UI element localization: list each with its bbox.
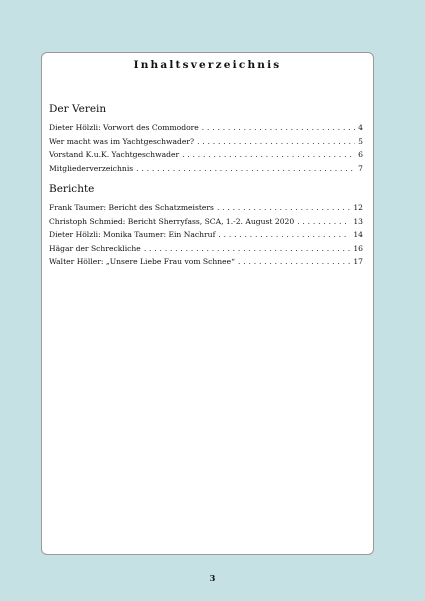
dot-leader [297, 215, 350, 229]
toc-entry-title: Frank Taumer: Bericht des Schatzmeisters [49, 203, 214, 212]
dot-leader [197, 135, 355, 149]
section-berichte [49, 183, 363, 269]
page-number: 3 [209, 574, 216, 584]
toc-entry-page: 5 [358, 136, 363, 146]
dot-leader [144, 242, 351, 256]
toc-entry-title: Dieter Hölzli: Vorwort des Commodore [49, 123, 199, 132]
dot-leader [202, 121, 355, 135]
toc-entry-title: Mitgliederverzeichnis [49, 163, 134, 173]
toc-entry-page: 16 [353, 243, 363, 253]
toc-entry-page: 13 [353, 216, 363, 226]
toc-entry-title: Vorstand K.u.K. Yachtgeschwader [49, 150, 180, 159]
toc-entry-page: 17 [353, 257, 363, 266]
toc-entry[interactable] [49, 121, 363, 135]
toc-entry-title: Christoph Schmied: Bericht Sherryfass, SCA, 1.-2. August 2020 [49, 216, 295, 226]
toc-entry-title: Walter Höller: „Unsere Liebe Frau vom Schnee“ [49, 257, 236, 266]
toc-entry[interactable] [49, 201, 363, 215]
toc-entry[interactable] [49, 242, 363, 256]
toc-entry-title: Dieter Hölzli: Monika Taumer: Ein Nachruf [49, 230, 216, 239]
toc-entry-page: 6 [358, 150, 363, 159]
toc-entry-page: 4 [358, 123, 363, 132]
toc-entry[interactable] [49, 255, 363, 269]
toc-title: Inhaltsverzeichnis [133, 59, 282, 71]
dot-leader [218, 228, 350, 242]
dot-leader [182, 148, 355, 162]
toc-entry-title: Hägar der Schreckliche [49, 243, 141, 253]
toc-entry-page: 7 [358, 163, 363, 173]
toc-entry-page: 12 [353, 203, 363, 212]
page-card [41, 52, 374, 555]
dot-leader [136, 162, 355, 176]
toc-entry[interactable] [49, 135, 363, 149]
section-der-verein [49, 103, 363, 175]
section-heading: Berichte [49, 183, 95, 195]
toc-entry-page: 14 [353, 230, 363, 239]
section-heading: Der Verein [49, 103, 107, 115]
dot-leader [238, 255, 350, 269]
toc-entry[interactable] [49, 148, 363, 162]
toc-entry[interactable] [49, 228, 363, 242]
dot-leader [217, 201, 350, 215]
toc-entry[interactable] [49, 215, 363, 229]
toc-entry-title: Wer macht was im Yachtgeschwader? [49, 136, 195, 146]
toc-entry[interactable] [49, 162, 363, 176]
